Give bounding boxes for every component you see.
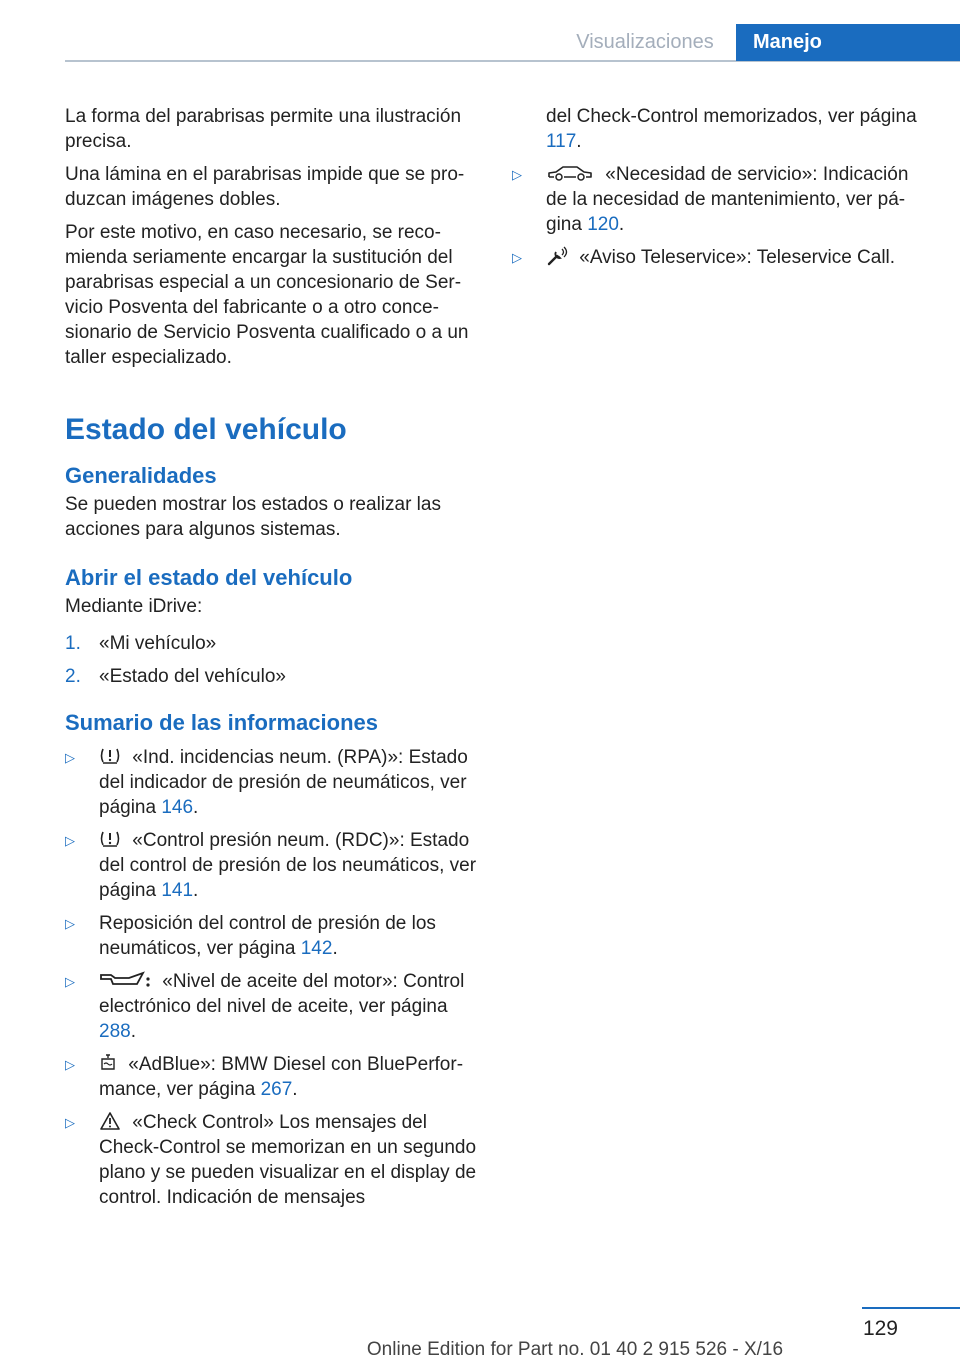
summary-list — [65, 745, 480, 1210]
header-section-tab[interactable]: Visualizaciones — [576, 31, 714, 53]
triangle-bullet-icon: ▷ — [512, 167, 522, 182]
list-item — [65, 1052, 480, 1102]
list-item — [65, 1110, 480, 1210]
tire-pressure-icon — [99, 829, 121, 849]
tire-pressure-icon — [99, 746, 121, 766]
item-end: . — [618, 214, 625, 235]
item-text: «Aviso Teleservice»: Teleservice Call. — [574, 247, 896, 268]
adblue-icon — [99, 1053, 117, 1073]
list-item — [65, 631, 480, 656]
list-item — [65, 745, 480, 820]
header-chapter-tab[interactable]: Manejo — [736, 24, 960, 61]
item-text: «Necesidad de servicio»: Indicación de la necesidad de mantenimiento, ver página — [546, 164, 909, 235]
open-status-steps — [65, 631, 480, 689]
item-end: . — [193, 880, 199, 901]
item-end: . — [332, 938, 338, 959]
item-end: . — [130, 1021, 136, 1042]
step-text: «Mi vehículo» — [99, 633, 217, 654]
item-end: . — [292, 1079, 298, 1100]
open-status-text: Mediante iDrive: — [65, 596, 203, 617]
wrench-signal-icon — [546, 246, 568, 266]
triangle-bullet-icon: ▷ — [512, 250, 522, 265]
general-heading: Generalidades — [65, 463, 217, 488]
step-number: 2. — [65, 666, 81, 687]
right-list — [512, 162, 930, 270]
page-link[interactable]: 141 — [161, 880, 194, 901]
item-text: «Ind. incidencias neum. (RPA)»: Estado del indicador de presión de neumáticos, ver página — [99, 747, 468, 818]
page-number: 129 — [862, 1317, 898, 1340]
warning-triangle-icon — [99, 1111, 121, 1131]
summary-heading: Sumario de las informaciones — [65, 710, 378, 735]
right-column — [512, 104, 930, 278]
item-end: . — [576, 131, 582, 152]
intro-paragraph-1: La forma del parabrisas permite una ilustración precisa. — [65, 106, 462, 152]
list-item — [65, 828, 480, 903]
step-number: 1. — [65, 633, 81, 654]
item-text: Reposición del control de presión de los neumáticos, ver página — [99, 913, 436, 959]
triangle-bullet-icon: ▷ — [65, 1115, 75, 1130]
continuation-text — [512, 104, 930, 154]
item-text: «Control presión neum. (RDC)»: Estado del control de presión de los neumáticos, ver página — [99, 830, 477, 901]
section-title: Estado del vehículo — [65, 413, 347, 446]
item-text: «Check Control» Los mensajes del Check-Control se memorizan en un segundo plano y se pueden visualizar en el display de control. Indicación de mensajes — [99, 1112, 477, 1208]
item-text: «AdBlue»: BMW Diesel con BluePerformance, ver página — [99, 1054, 464, 1100]
service-car-icon — [546, 163, 594, 183]
intro-paragraph-3: Por este motivo, en caso necesario, se recomienda seriamente encargar la sustitución del parabrisas especial a un concesionario de Servicio Posventa del fabricante o a otro concesionario de Servicio Posventa cualificado o a un taller especializado. — [65, 222, 469, 368]
triangle-bullet-icon: ▷ — [65, 750, 75, 765]
list-item — [65, 664, 480, 689]
triangle-bullet-icon: ▷ — [65, 974, 75, 989]
step-text: «Estado del vehículo» — [99, 666, 286, 687]
triangle-bullet-icon: ▷ — [65, 1057, 75, 1072]
page-link[interactable]: 146 — [161, 797, 194, 818]
page-link[interactable]: 142 — [300, 938, 333, 959]
continuation-body: del Check-Control memorizados, ver página — [546, 106, 917, 127]
list-item — [65, 911, 480, 961]
list-item — [512, 245, 930, 270]
page-link[interactable]: 120 — [587, 214, 619, 235]
page-link[interactable]: 117 — [546, 131, 577, 152]
list-item — [65, 969, 480, 1044]
intro-paragraph-2: Una lámina en el parabrisas impide que se produzcan imágenes dobles. — [65, 164, 465, 210]
page-link[interactable]: 288 — [99, 1021, 131, 1042]
general-text: Se pueden mostrar los estados o realizar las acciones para algunos sistemas. — [65, 494, 441, 540]
oil-can-icon — [99, 970, 151, 990]
footer-rule — [862, 1307, 960, 1309]
open-status-heading: Abrir el estado del vehículo — [65, 565, 353, 590]
triangle-bullet-icon: ▷ — [65, 916, 75, 931]
page-link[interactable]: 267 — [260, 1079, 293, 1100]
triangle-bullet-icon: ▷ — [65, 833, 75, 848]
left-column — [65, 104, 480, 1218]
footer-edition: Online Edition for Part no. 01 40 2 915 526 - X/16 — [366, 1339, 784, 1360]
list-item — [512, 162, 930, 237]
item-end: . — [193, 797, 199, 818]
item-text: «Nivel de aceite del motor»: Control electrónico del nivel de aceite, ver página — [99, 971, 465, 1017]
